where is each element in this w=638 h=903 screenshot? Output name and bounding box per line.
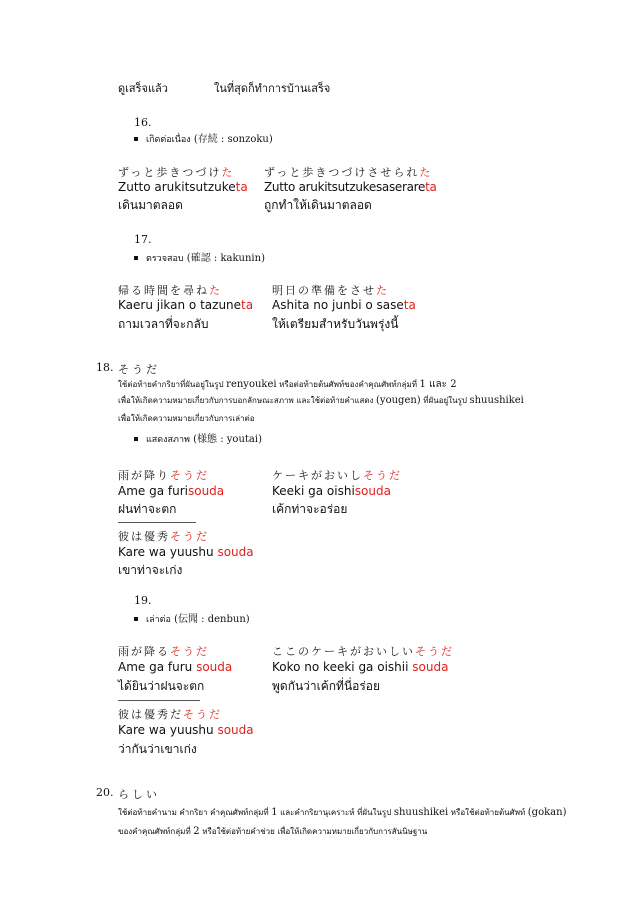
item-20-desc-1: ใช้ต่อท้ายคำนาม คำกริยา คำคุณศัพท์กลุ่มที่ 1 และคำกริยานุเคราะห์ ที่ผันในรูป shuushikei หรือใช้ต่อท้ายต้นศัพท์ (gokan): [118, 807, 567, 818]
top-right-thai: ในที่สุดก็ทำการบ้านเสร็จ: [214, 82, 331, 95]
item-16-kanji: 存続: [197, 134, 218, 145]
divider: [118, 522, 196, 523]
ex19-3-roma: Kare wa yuushu souda: [118, 723, 254, 737]
item-19-number: 19.: [134, 594, 152, 607]
ex18-2-thai: เค้กท่าจะอร่อย: [272, 502, 348, 516]
ex19-2-jp: ここのケーキがおいしいそうだ: [272, 645, 454, 658]
ex18-1-jp: 雨が降りそうだ: [118, 469, 209, 482]
ex16-2-jp: ずっと歩きつづけさせられた: [264, 166, 433, 179]
ex16-2-thai: ถูกทำให้เดินมาตลอด: [264, 198, 372, 212]
ex16-1-jp: ずっと歩きつづけた: [118, 166, 235, 179]
ex16-1-roma: Zutto arukitsutzuketa: [118, 180, 248, 194]
item-17-label: ตรวจสอบ: [146, 254, 184, 264]
item-20-number: 20.: [96, 786, 114, 799]
ex17-1-jp: 帰る時間を尋ねた: [118, 284, 222, 297]
item-18-desc-3: เพื่อให้เกิดความหมายเกี่ยวกับการเล่าต่อ: [118, 414, 255, 423]
item-16-bullet: เกิดต่อเนื่อง (存続 : sonzoku): [134, 130, 273, 146]
ex17-1-roma: Kaeru jikan o tazuneta: [118, 298, 254, 312]
bullet-square-icon: [134, 137, 138, 141]
ex18-2-jp: ケーキがおいしそうだ: [272, 469, 402, 482]
item-16-label: เกิดต่อเนื่อง: [146, 135, 191, 145]
item-18-title: そうだ: [118, 363, 160, 376]
bullet-square-icon: [134, 256, 138, 260]
item-17-number: 17.: [134, 233, 152, 246]
item-19-roma: denbun: [207, 614, 246, 625]
item-18-roma: youtai: [226, 434, 259, 445]
ex18-3-thai: เขาท่าจะเก่ง: [118, 563, 183, 577]
item-19-kanji: 伝聞: [178, 614, 198, 625]
ex16-1-thai: เดินมาตลอด: [118, 198, 183, 212]
item-20-desc-2: ของคำคุณศัพท์กลุ่มที่ 2 หรือใช้ต่อท้ายคำช่วย เพื่อให้เกิดความหมายเกี่ยวกับการสันนิษฐาน: [118, 826, 428, 837]
item-18-bullet: แสดงสภาพ (様態 : youtai): [134, 430, 262, 446]
item-18-label: แสดงสภาพ: [146, 435, 190, 445]
bullet-square-icon: [134, 437, 138, 441]
item-17-bullet: ตรวจสอบ (確認 : kakunin): [134, 249, 265, 265]
ex19-1-roma: Ame ga furu souda: [118, 660, 233, 674]
ex19-3-jp: 彼は優秀だそうだ: [118, 708, 222, 721]
item-17-kanji: 確認: [190, 253, 211, 264]
top-left-thai: ดูเสร็จแล้ว: [118, 82, 168, 95]
ex18-1-thai: ฝนท่าจะตก: [118, 502, 177, 516]
item-18-number: 18.: [96, 361, 114, 374]
ex18-3-jp: 彼は優秀そうだ: [118, 530, 209, 543]
item-18-desc-2: เพื่อให้เกิดความหมายเกี่ยวกับการบอกลักษณะสภาพ และใช้ต่อท้ายคำแสดง (yougen) ที่ผันอยู่ในรูป shuushikei: [118, 395, 524, 406]
item-17-roma: kakunin: [220, 253, 262, 264]
ex17-2-thai: ให้เตรียมสำหรับวันพรุ่งนี้: [272, 317, 399, 331]
ex18-1-roma: Ame ga furisouda: [118, 484, 225, 498]
item-16-roma: sonzoku: [227, 134, 269, 145]
ex19-1-thai: ได้ยินว่าฝนจะตก: [118, 679, 205, 693]
ex19-3-thai: ว่ากันว่าเขาเก่ง: [118, 742, 197, 756]
ex17-2-roma: Ashita no junbi o saseta: [272, 298, 416, 312]
item-19-label: เล่าต่อ: [146, 615, 171, 625]
item-18-kanji: 様態: [197, 434, 218, 445]
ex19-1-jp: 雨が降るそうだ: [118, 645, 209, 658]
ex17-2-jp: 明日の準備をさせた: [272, 284, 389, 297]
item-19-bullet: เล่าต่อ (伝聞 : denbun): [134, 610, 250, 626]
ex17-1-thai: ถามเวลาที่จะกลับ: [118, 317, 209, 331]
ex19-2-thai: พูดกันว่าเค้กที่นี่อร่อย: [272, 679, 381, 693]
ex18-3-roma: Kare wa yuushu souda: [118, 545, 254, 559]
divider: [118, 700, 200, 701]
ex16-2-roma: Zutto arukitsutzukesaserareta: [264, 180, 437, 194]
bullet-square-icon: [134, 617, 138, 621]
ex19-2-roma: Koko no keeki ga oishii souda: [272, 660, 449, 674]
item-20-title: らしい: [118, 788, 160, 801]
ex18-2-roma: Keeki ga oishisouda: [272, 484, 391, 498]
item-18-desc-1: ใช้ต่อท้ายคำกริยาที่ผันอยู่ในรูป renyoukei หรือต่อท้ายต้นศัพท์ของคำคุณศัพท์กลุ่มที่ 1 และ 2: [118, 379, 457, 390]
item-16-number: 16.: [134, 116, 152, 129]
